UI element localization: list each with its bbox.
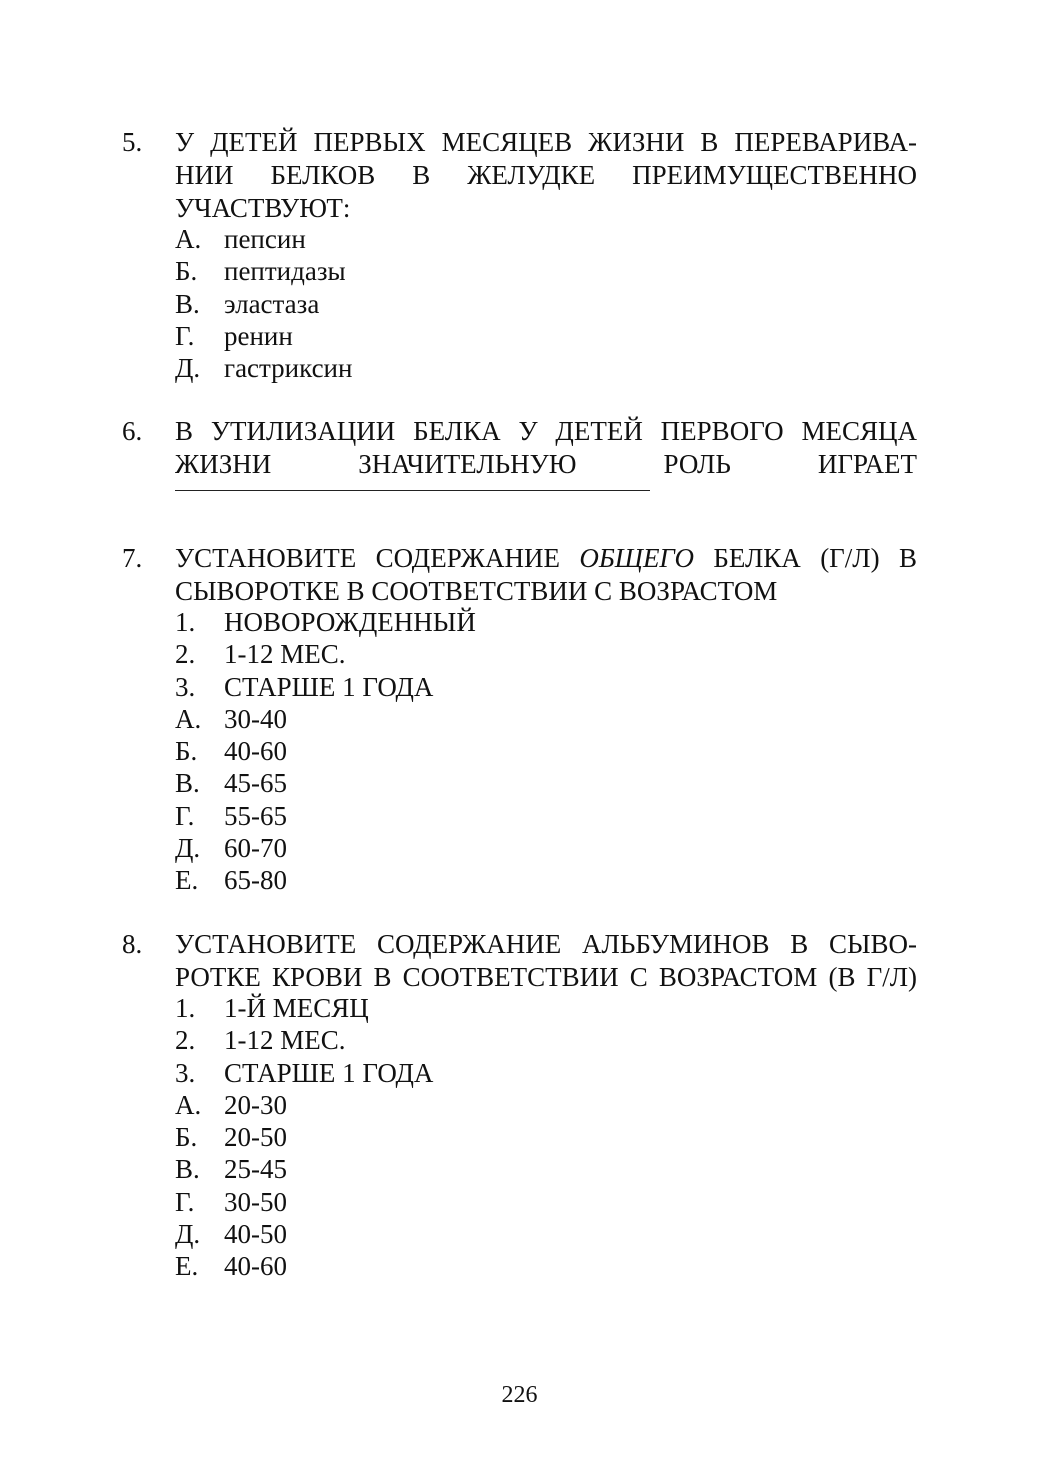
answer-blank-line [175,490,650,491]
question-text-part: БЕЛКА (Г/Л) В [713,543,917,573]
option-label: А. [175,224,202,254]
item-text: СТАРШЕ 1 ГОДА [224,671,434,702]
question-line: В УТИЛИЗАЦИИ БЕЛКА У ДЕТЕЙ ПЕРВОГО МЕСЯЦА [175,416,917,446]
option-label: А. [175,703,202,734]
option-text: 20-50 [224,1122,287,1153]
option-label: Г. [175,800,195,831]
question-text [175,415,917,481]
question-text-part: УСТАНОВИТЕ СОДЕРЖАНИЕ [175,543,560,573]
option-label: Б. [175,1122,198,1153]
option-label: В. [175,288,200,319]
option-label: А. [175,1089,202,1120]
option-label: Е. [175,1251,199,1282]
option-label: Д. [175,1219,201,1250]
option-text: эластаза [224,288,320,319]
option-text: гастриксин [224,353,353,384]
option-label: Г. [175,320,195,351]
item-label: 2. [175,639,196,670]
question-number: 6. [122,416,143,446]
question-number: 7. [122,543,143,573]
question-line [175,542,917,575]
question-number: 8. [122,929,143,959]
option-text: 40-60 [224,736,287,767]
item-text: 1-12 МЕС. [224,639,346,670]
option-label: В. [175,1154,200,1185]
option-text: ренин [224,320,293,351]
question-line: УСТАНОВИТЕ СОДЕРЖАНИЕ АЛЬБУМИНОВ В СЫВО- [175,929,917,959]
item-label: 3. [175,671,196,702]
question-number: 5. [122,127,143,157]
page-number: 226 [501,1382,538,1408]
option-text: 40-50 [224,1219,287,1250]
option-text: 40-60 [224,1251,287,1282]
option-label: Г. [175,1186,195,1217]
option-text: 20-30 [224,1089,287,1120]
option-text: 45-65 [224,768,287,799]
question-text [175,928,917,994]
option-label: Е. [175,865,199,896]
option-label: Б. [175,736,198,767]
question-line: РОТКЕ КРОВИ В СООТВЕТСТВИИ С ВОЗРАСТОМ (В Г/Л) [175,962,917,992]
option-text: 60-70 [224,833,287,864]
option-text: 25-45 [224,1154,287,1185]
option-text: 30-50 [224,1186,287,1217]
question-line: НИИ БЕЛКОВ В ЖЕЛУДКЕ ПРЕИМУЩЕСТВЕННО [175,160,917,190]
item-label: 1. [175,607,196,637]
option-label: В. [175,768,200,799]
item-text: СТАРШЕ 1 ГОДА [224,1057,434,1088]
item-text: 1-Й МЕСЯЦ [224,993,369,1023]
question-line: У ДЕТЕЙ ПЕРВЫХ МЕСЯЦЕВ ЖИЗНИ В ПЕРЕВАРИВА- [175,127,917,157]
item-label: 1. [175,993,196,1023]
option-text: 55-65 [224,800,287,831]
option-text: 65-80 [224,865,287,896]
question-line: ЖИЗНИ ЗНАЧИТЕЛЬНУЮ РОЛЬ ИГРАЕТ [175,449,917,479]
item-text: НОВОРОЖДЕННЫЙ [224,607,476,637]
item-label: 3. [175,1057,196,1088]
item-label: 2. [175,1025,196,1056]
question-text [175,126,917,225]
item-text: 1-12 МЕС. [224,1025,346,1056]
option-text: 30-40 [224,703,287,734]
question-line: УЧАСТВУЮТ: [175,193,351,223]
option-label: Д. [175,833,201,864]
option-text: пепсин [224,224,306,254]
option-label: Д. [175,353,201,384]
question-emphasis: ОБЩЕГО [579,543,694,573]
question-line: СЫВОРОТКЕ В СООТВЕТСТВИИ С ВОЗРАСТОМ [175,576,778,606]
option-label: Б. [175,256,198,287]
question-text [175,542,917,608]
option-text: пептидазы [224,256,346,287]
